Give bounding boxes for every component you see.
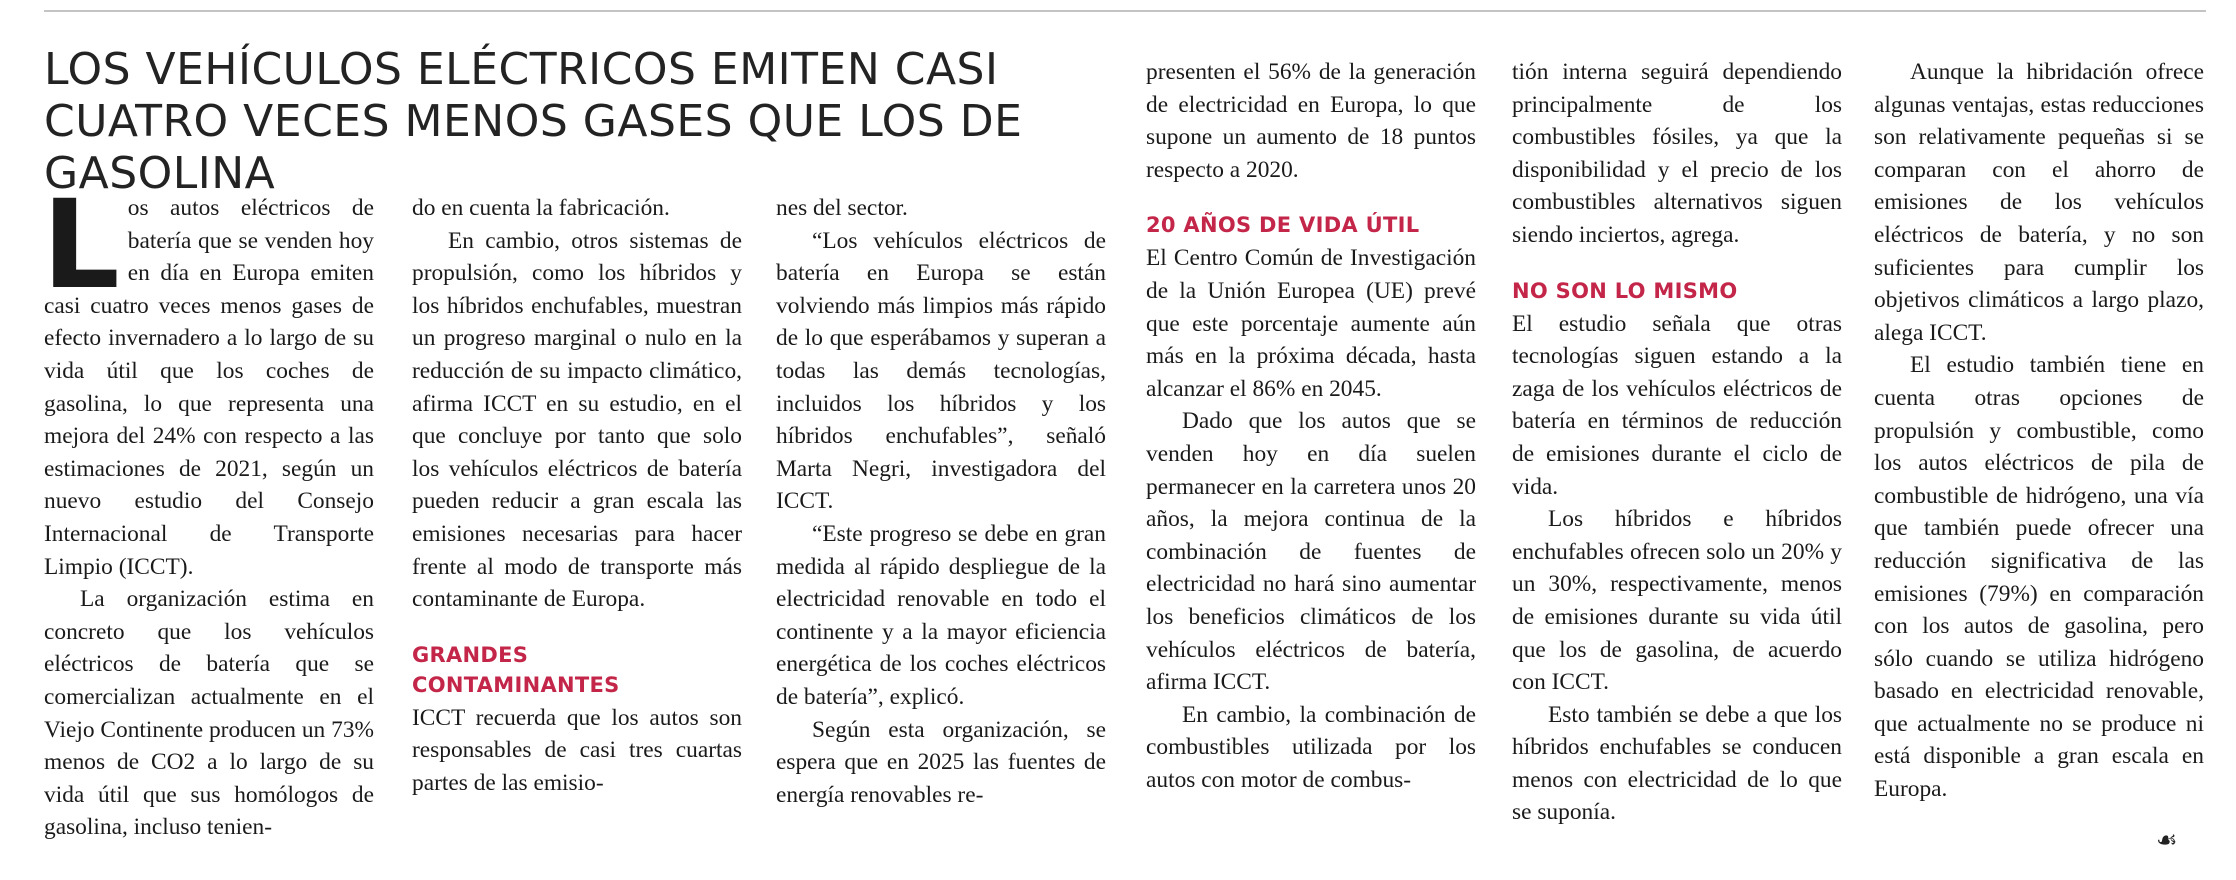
paragraph: “Los vehículos eléctricos de batería en Europa se están volviendo más limpios más rápido de lo que esperábamos y superan a todas las demás tecnologías, incluidos los híbridos y los híbridos enchufables”, señaló Marta Negri, investigadora del ICCT. bbox=[776, 227, 1106, 515]
paragraph: El estudio señala que otras tecnologías siguen estando a la zaga de los vehículos eléctricos de batería en términos de reducción de emisiones durante el ciclo de vida. bbox=[1512, 310, 1842, 500]
drop-cap: L bbox=[42, 174, 120, 316]
top-rule bbox=[44, 10, 2206, 12]
paragraph: La organización estima en concreto que los vehículos eléctricos de batería que se comercializan actualmente en el Viejo Continente producen un 73% menos de CO2 a lo largo de su vida útil que sus homólogos de gasolina, incluso tenien- bbox=[44, 586, 374, 841]
column-6 bbox=[1874, 56, 2204, 806]
paragraph-continuation: do en cuenta la fabricación. bbox=[412, 195, 670, 221]
lead-paragraph-text: os autos eléctricos de batería que se venden hoy en día en Europa emiten casi cuatro veces menos gases de efecto invernadero a lo largo de su vida útil que los coches de gasolina, lo que representa una mejora del 24% con respecto a las estimaciones de 2021, según un nuevo estudio del Consejo Internacional de Transporte Limpio (ICCT). bbox=[44, 195, 374, 580]
paragraph-continuation: presenten el 56% de la generación de electricidad en Europa, lo que supone un aumento de 18 puntos respecto a 2020. bbox=[1146, 59, 1476, 183]
paragraph: Según esta organización, se espera que en 2025 las fuentes de energía renovables re- bbox=[776, 716, 1106, 808]
paragraph: El Centro Común de Investigación de la Unión Europea (UE) prevé que este porcentaje aumente aún más en la próxima década, hasta alcanzar el 86% en 2045. bbox=[1146, 245, 1476, 402]
headline: LOS VEHÍCULOS ELÉCTRICOS EMITEN CASI CUATRO VECES MENOS GASES QUE LOS DE GASOLINA bbox=[44, 44, 1023, 199]
column-2 bbox=[412, 192, 742, 800]
paragraph: Esto también se debe a que los híbridos enchufables se conducen menos con electricidad de lo que se suponía. bbox=[1512, 701, 1842, 826]
paragraph: En cambio, la combinación de combustibles utilizada por los autos con motor de combus- bbox=[1146, 701, 1476, 793]
end-of-article-icon: ☙ bbox=[2156, 826, 2178, 854]
paragraph: Aunque la hibridación ofrece algunas ventajas, estas reducciones son relativamente pequeñas si se comparan con el ahorro de emisiones de los vehículos eléctricos de batería, y no son suficientes para cumplir los objetivos climáticos a largo plazo, alega ICCT. bbox=[1874, 59, 2204, 346]
paragraph: En cambio, otros sistemas de propulsión, como los híbridos y los híbridos enchufables, muestran un progreso marginal o nulo en la reducción de su impacto climático, afirma ICCT en su estudio, en el que concluye por tanto que solo los vehículos eléctricos de batería pueden reducir a gran escala las emisiones necesarias para hacer frente al modo de transporte más contaminante de Europa. bbox=[412, 227, 742, 613]
paragraph: Los híbridos e híbridos enchufables ofrecen solo un 20% y un 30%, respectivamente, menos de emisiones durante su vida útil que los de gasolina, de acuerdo con ICCT. bbox=[1512, 506, 1842, 696]
subhead-grandes-contaminantes: GRANDES CONTAMINANTES bbox=[412, 642, 620, 697]
column-3 bbox=[776, 192, 1106, 811]
paragraph: ICCT recuerda que los autos son responsables de casi tres cuartas partes de las emisio- bbox=[412, 704, 742, 796]
paragraph-continuation: nes del sector. bbox=[776, 195, 908, 221]
column-4 bbox=[1146, 56, 1476, 796]
lead-paragraph bbox=[42, 174, 374, 583]
paragraph-continuation: tión interna seguirá dependiendo principalmente de los combustibles fósiles, ya que la disponibilidad y el precio de los combustibles alternativos siguen siendo inciertos, agrega. bbox=[1512, 59, 1842, 248]
paragraph: “Este progreso se debe en gran medida al rápido despliegue de la electricidad renovable en todo el continente y a la mayor eficiencia energética de los coches eléctricos de batería”, explicó. bbox=[776, 520, 1106, 710]
paragraph: Dado que los autos que se venden hoy en día suelen permanecer en la carretera unos 20 años, la mejora continua de la combinación de fuentes de electricidad no hará sino aumentar los beneficios climáticos de los vehículos eléctricos de batería, afirma ICCT. bbox=[1146, 408, 1476, 696]
subhead-no-son-lo-mismo: NO SON LO MISMO bbox=[1512, 278, 1738, 303]
subhead-20-anos: 20 AÑOS DE VIDA ÚTIL bbox=[1146, 213, 1420, 238]
column-5 bbox=[1512, 56, 1842, 829]
paragraph: El estudio también tiene en cuenta otras opciones de propulsión y combustible, como los autos eléctricos de pila de combustible de hidrógeno, una vía que también puede ofrecer una reducción significativa de las emisiones (79%) en comparación con los autos de gasolina, pero sólo cuando se utiliza hidrógeno basado en electricidad renovable, que actualmente no se produce ni está disponible a gran escala en Europa. bbox=[1874, 352, 2204, 803]
column-1 bbox=[42, 174, 374, 844]
